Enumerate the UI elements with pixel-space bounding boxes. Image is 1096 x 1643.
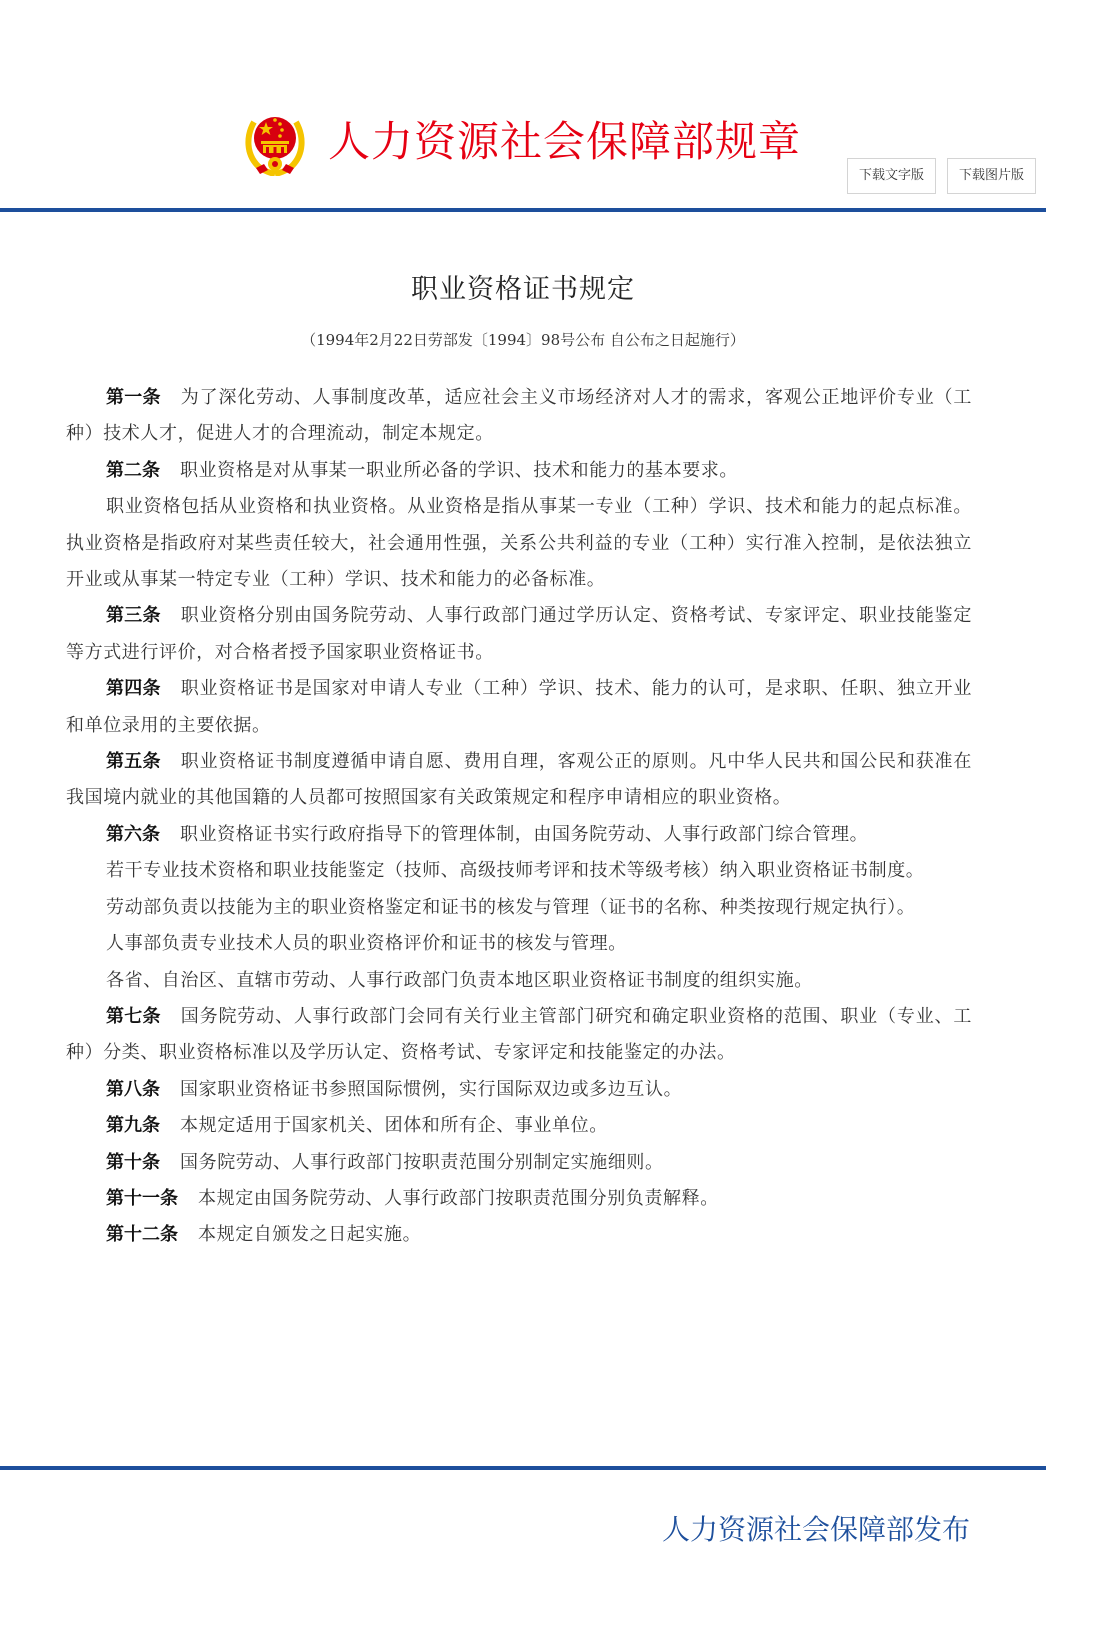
paragraph <box>66 1145 972 1181</box>
download-image-version-button[interactable]: 下载图片版 <box>947 158 1036 194</box>
paragraph <box>66 744 972 817</box>
paragraph-text: 劳动部负责以技能为主的职业资格鉴定和证书的核发与管理（证书的名称、种类按现行规定执行）。 <box>106 896 916 918</box>
paragraph-text: 国务院劳动、人事行政部门按职责范围分别制定实施细则。 <box>180 1151 664 1173</box>
publisher-label: 人力资源社会保障部发布 <box>661 1513 970 1546</box>
paragraph-text: 各省、自治区、直辖市劳动、人事行政部门负责本地区职业资格证书制度的组织实施。 <box>106 969 813 991</box>
article-number: 第十二条 <box>106 1224 178 1246</box>
article-number: 第七条 <box>106 1005 161 1027</box>
paragraph <box>66 671 972 744</box>
paragraph-text: 职业资格证书是国家对申请人专业（工种）学识、技术、能力的认可，是求职、任职、独立开业和单位录用的主要依据。 <box>66 678 973 736</box>
document-body <box>66 380 972 1254</box>
paragraph-text: 为了深化劳动、人事制度改革，适应社会主义市场经济对人才的需求，客观公正地评价专业（工种）技术人才，促进人才的合理流动，制定本规定。 <box>66 387 973 445</box>
paragraph-text: 若干专业技术资格和职业技能鉴定（技师、高级技师考评和技术等级考核）纳入职业资格证书制度。 <box>106 860 925 882</box>
paragraph-text: 国务院劳动、人事行政部门会同有关行业主管部门研究和确定职业资格的范围、职业（专业、工种）分类、职业资格标准以及学历认定、资格考试、专家评定和技能鉴定的办法。 <box>66 1005 973 1064</box>
paragraph <box>66 380 972 453</box>
paragraph <box>66 598 972 671</box>
paragraph-text: 国家职业资格证书参照国际惯例，实行国际双边或多边互认。 <box>180 1078 683 1100</box>
paragraph <box>66 853 972 889</box>
paragraph-text: 职业资格包括从业资格和执业资格。从业资格是指从事某一专业（工种）学识、技术和能力的起点标准。执业资格是指政府对某些责任较大，社会通用性强，关系公共利益的专业（工种）实行准入控制，是依法独立开业或从事某一特定专业（工种）学识、技术和能力的必备标准。 <box>66 496 972 591</box>
article-number: 第八条 <box>106 1078 160 1100</box>
paragraph-text: 职业资格证书实行政府指导下的管理体制，由国务院劳动、人事行政部门综合管理。 <box>180 823 869 845</box>
paragraph-text: 本规定适用于国家机关、团体和所有企、事业单位。 <box>180 1115 608 1137</box>
paragraph <box>66 1108 972 1144</box>
paragraph-text: 职业资格证书制度遵循申请自愿、费用自理，客观公正的原则。凡中华人民共和国公民和获准在我国境内就业的其他国籍的人员都可按照国家有关政策规定和程序申请相应的职业资格。 <box>66 751 973 809</box>
document-title: 职业资格证书规定 <box>411 274 635 305</box>
header-divider <box>0 208 1046 212</box>
article-number: 第三条 <box>106 605 161 627</box>
paragraph <box>66 999 972 1072</box>
article-number: 第六条 <box>106 823 160 845</box>
paragraph <box>66 1181 972 1217</box>
paragraph <box>66 890 972 926</box>
national-emblem-icon <box>244 108 306 176</box>
article-number: 第十条 <box>106 1151 160 1173</box>
paragraph <box>66 489 972 598</box>
paragraph-text: 人事部负责专业技术人员的职业资格评价和证书的核发与管理。 <box>106 933 627 955</box>
article-number: 第一条 <box>106 387 161 408</box>
document-subtitle: （1994年2月22日劳部发〔1994〕98号公布 自公布之日起施行） <box>301 331 745 349</box>
footer-divider <box>0 1466 1046 1470</box>
article-number: 第九条 <box>106 1115 160 1137</box>
article-number: 第十一条 <box>106 1187 178 1209</box>
paragraph <box>66 963 972 999</box>
paragraph <box>66 453 972 489</box>
paragraph <box>66 926 972 962</box>
article-number: 第五条 <box>106 751 161 773</box>
paragraph <box>66 1217 972 1253</box>
paragraph <box>66 817 972 853</box>
article-number: 第二条 <box>106 459 160 481</box>
header <box>0 0 1096 212</box>
article-number: 第四条 <box>106 678 161 700</box>
paragraph <box>66 1072 972 1108</box>
paragraph-text: 本规定自颁发之日起实施。 <box>198 1224 422 1246</box>
download-text-version-button[interactable]: 下载文字版 <box>847 158 936 194</box>
paragraph-text: 本规定由国务院劳动、人事行政部门按职责范围分别负责解释。 <box>198 1187 719 1209</box>
site-title: 人力资源社会保障部规章 <box>328 117 802 166</box>
paragraph-text: 职业资格是对从事某一职业所必备的学识、技术和能力的基本要求。 <box>180 459 738 481</box>
paragraph-text: 职业资格分别由国务院劳动、人事行政部门通过学历认定、资格考试、专家评定、职业技能鉴定等方式进行评价，对合格者授予国家职业资格证书。 <box>66 605 973 663</box>
